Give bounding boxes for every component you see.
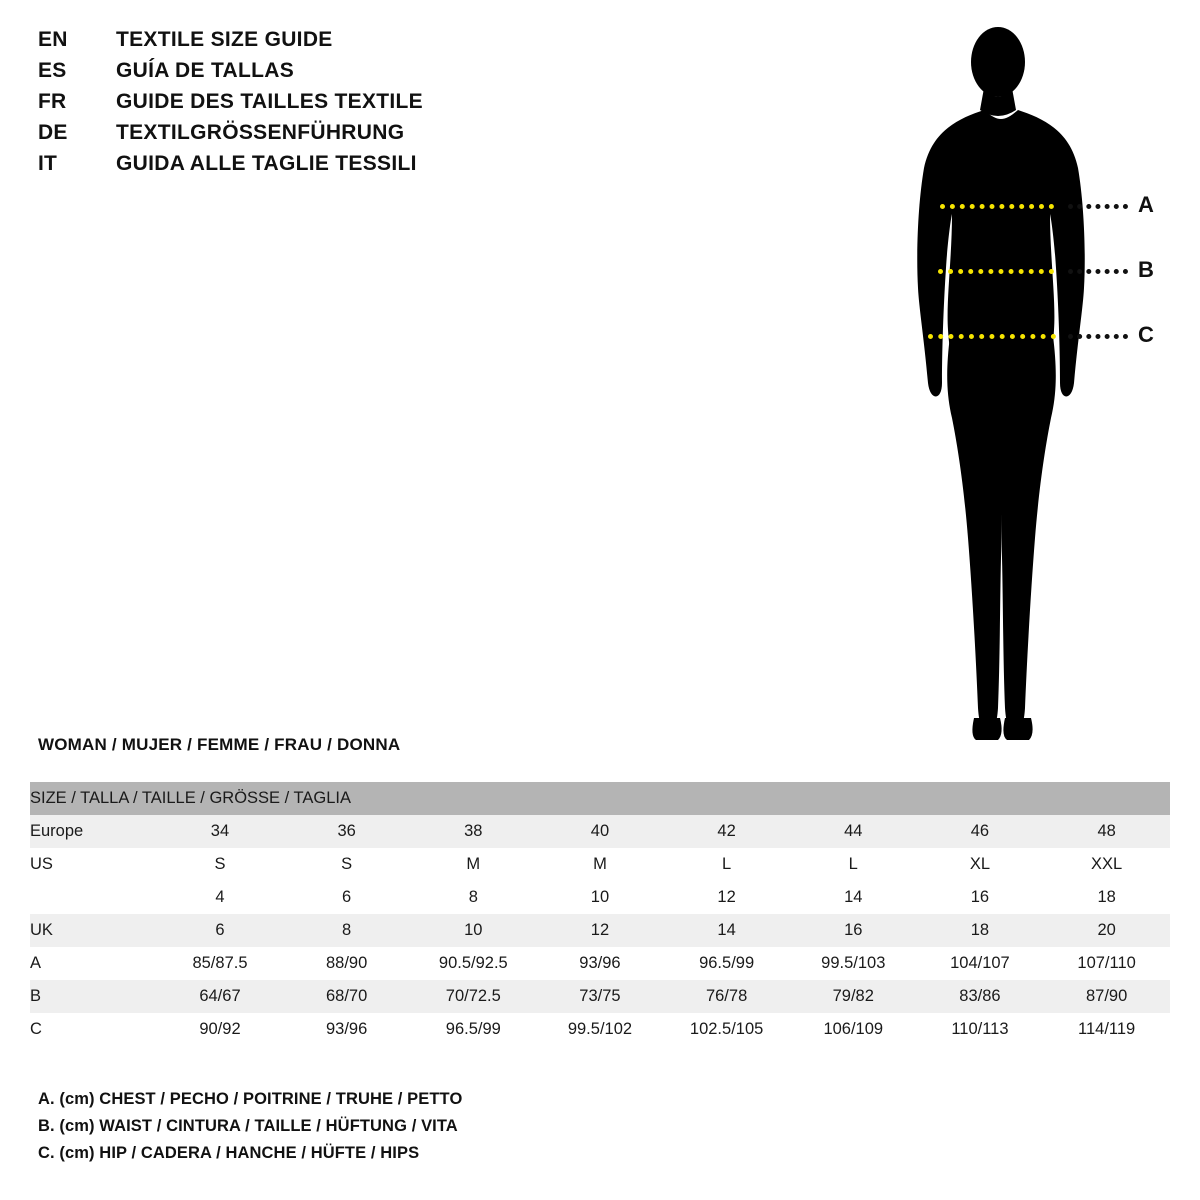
cell: 107/110: [1043, 947, 1170, 980]
title-lang-code: EN: [38, 28, 68, 51]
cell: 90.5/92.5: [410, 947, 537, 980]
cell: 93/96: [537, 947, 664, 980]
size-table-wrapper: [30, 782, 1170, 1046]
cell: 34: [157, 815, 284, 848]
cell: 76/78: [663, 980, 790, 1013]
title-text: TEXTILGRÖSSENFÜHRUNG: [116, 121, 405, 144]
cell: 36: [283, 815, 410, 848]
title-lang-code: FR: [38, 90, 67, 113]
row-label: UK: [30, 914, 157, 947]
cell: 42: [663, 815, 790, 848]
title-block: [38, 28, 598, 183]
row-label: [30, 881, 157, 914]
cell: 87/90: [1043, 980, 1170, 1013]
cell: 14: [663, 914, 790, 947]
cell: 79/82: [790, 980, 917, 1013]
cell: 110/113: [917, 1013, 1044, 1046]
cell: 14: [790, 881, 917, 914]
cell: S: [157, 848, 284, 881]
table-row: [30, 881, 1170, 914]
cell: 18: [1043, 881, 1170, 914]
cell: 68/70: [283, 980, 410, 1013]
measure-label-c: C: [1138, 322, 1154, 347]
cell: 46: [917, 815, 1044, 848]
cell: 99.5/103: [790, 947, 917, 980]
cell: 83/86: [917, 980, 1044, 1013]
title-lang-code: IT: [38, 152, 58, 175]
cell: 96.5/99: [663, 947, 790, 980]
cell: 106/109: [790, 1013, 917, 1046]
measure-line-b: [938, 269, 1054, 274]
cell: 18: [917, 914, 1044, 947]
cell: 114/119: [1043, 1013, 1170, 1046]
title-row: [38, 90, 598, 121]
row-label: Europe: [30, 815, 157, 848]
title-row: [38, 121, 598, 152]
cell: 64/67: [157, 980, 284, 1013]
measure-line-c: [928, 334, 1056, 339]
row-label: A: [30, 947, 157, 980]
body-figure: [880, 18, 1180, 758]
title-text: GUIDA ALLE TAGLIE TESSILI: [116, 152, 417, 175]
cell: 10: [537, 881, 664, 914]
row-label: US: [30, 848, 157, 881]
footnote-chest: A. (cm) CHEST / PECHO / POITRINE / TRUHE / PETTO: [38, 1090, 463, 1108]
measure-label-b: B: [1138, 257, 1154, 282]
measure-leader-c: [1068, 334, 1128, 339]
table-header-label: SIZE / TALLA / TAILLE / GRÖSSE / TAGLIA: [30, 782, 1170, 815]
cell: 12: [537, 914, 664, 947]
cell: M: [410, 848, 537, 881]
cell: S: [283, 848, 410, 881]
cell: 6: [157, 914, 284, 947]
cell: 6: [283, 881, 410, 914]
measure-line-a: [940, 204, 1054, 209]
table-row: [30, 914, 1170, 947]
title-row: [38, 28, 598, 59]
cell: 16: [917, 881, 1044, 914]
section-caption: WOMAN / MUJER / FEMME / FRAU / DONNA: [38, 735, 401, 754]
cell: 38: [410, 815, 537, 848]
table-row: [30, 848, 1170, 881]
cell: 40: [537, 815, 664, 848]
cell: 90/92: [157, 1013, 284, 1046]
title-text: TEXTILE SIZE GUIDE: [116, 28, 333, 51]
cell: 48: [1043, 815, 1170, 848]
cell: 8: [410, 881, 537, 914]
cell: 12: [663, 881, 790, 914]
row-label: C: [30, 1013, 157, 1046]
cell: L: [663, 848, 790, 881]
cell: 4: [157, 881, 284, 914]
cell: M: [537, 848, 664, 881]
cell: 85/87.5: [157, 947, 284, 980]
cell: 73/75: [537, 980, 664, 1013]
title-text: GUIDE DES TAILLES TEXTILE: [116, 90, 423, 113]
size-table: [30, 782, 1170, 1046]
measure-label-a: A: [1138, 192, 1154, 217]
table-header-row: [30, 782, 1170, 815]
table-row: [30, 815, 1170, 848]
cell: 96.5/99: [410, 1013, 537, 1046]
cell: L: [790, 848, 917, 881]
table-row: [30, 980, 1170, 1013]
footnotes: [38, 1090, 738, 1171]
title-text: GUÍA DE TALLAS: [116, 59, 295, 82]
measure-leader-a: [1068, 204, 1128, 209]
footnote-hip: C. (cm) HIP / CADERA / HANCHE / HÜFTE / HIPS: [38, 1144, 420, 1162]
cell: 8: [283, 914, 410, 947]
cell: 104/107: [917, 947, 1044, 980]
cell: XXL: [1043, 848, 1170, 881]
table-row: [30, 947, 1170, 980]
cell: 44: [790, 815, 917, 848]
title-lang-code: DE: [38, 121, 68, 144]
row-label: B: [30, 980, 157, 1013]
footnote-waist: B. (cm) WAIST / CINTURA / TAILLE / HÜFTUNG / VITA: [38, 1117, 458, 1135]
title-row: [38, 59, 598, 90]
table-row: [30, 1013, 1170, 1046]
title-row: [38, 152, 598, 183]
title-lang-code: ES: [38, 59, 67, 82]
cell: 88/90: [283, 947, 410, 980]
cell: 10: [410, 914, 537, 947]
cell: XL: [917, 848, 1044, 881]
cell: 70/72.5: [410, 980, 537, 1013]
cell: 93/96: [283, 1013, 410, 1046]
cell: 99.5/102: [537, 1013, 664, 1046]
cell: 16: [790, 914, 917, 947]
measure-leader-b: [1068, 269, 1128, 274]
female-silhouette-icon: [880, 18, 1180, 758]
cell: 20: [1043, 914, 1170, 947]
cell: 102.5/105: [663, 1013, 790, 1046]
